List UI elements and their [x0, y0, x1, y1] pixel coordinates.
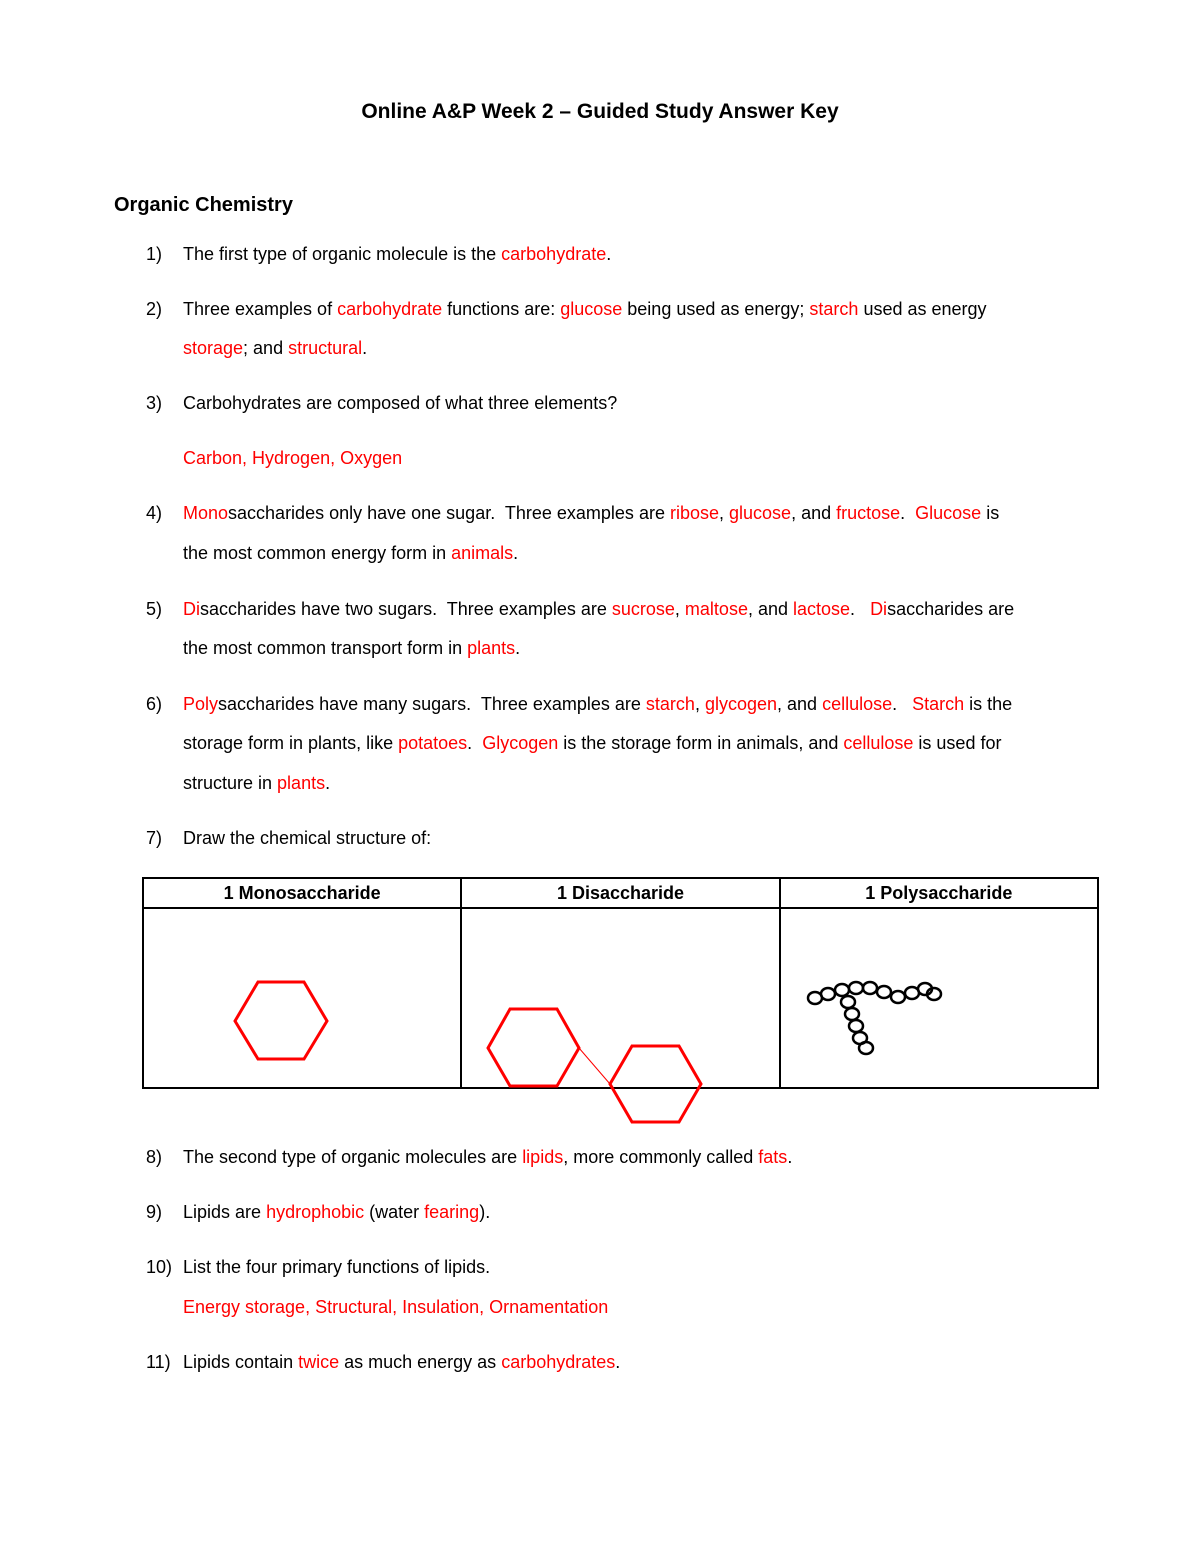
question-text: .: [467, 733, 483, 753]
answer-text: twice: [298, 1352, 340, 1372]
question-line: [183, 1352, 620, 1373]
answer-text: animals: [451, 543, 514, 563]
answer-text: sucrose: [611, 599, 675, 619]
answer-text: glucose: [729, 503, 792, 523]
answer-text: storage: [183, 338, 244, 358]
question-text: ,: [694, 694, 705, 714]
question-text: structure in: [183, 773, 278, 793]
section-heading: Organic Chemistry: [114, 194, 293, 216]
question-number: 9): [146, 1202, 163, 1222]
question-line: [183, 448, 402, 469]
question-text: .: [615, 1352, 621, 1372]
header-disaccharide: 1 Disaccharide: [461, 878, 779, 908]
question-text: Lipids contain: [183, 1352, 299, 1372]
question-text: being used as energy;: [622, 299, 810, 319]
question-text: ,: [674, 599, 685, 619]
question-text: , and: [777, 694, 823, 714]
question-text: .: [362, 338, 368, 358]
question-text: is the storage form in animals, and: [558, 733, 844, 753]
answer-text: plants: [467, 638, 516, 658]
answer-text: cellulose: [822, 694, 893, 714]
question-number: 11): [146, 1352, 171, 1372]
question-text: is used for: [913, 733, 1002, 753]
answer-text: carbohydrate: [337, 299, 443, 319]
cell-monosaccharide-drawing: [143, 908, 461, 1088]
answer-text: Glucose: [915, 503, 982, 523]
question-number: 3): [146, 393, 163, 413]
answer-text: ribose: [669, 503, 719, 523]
answer-text: fats: [758, 1147, 788, 1167]
cell-disaccharide-drawing: [461, 908, 779, 1088]
answer-text: fructose: [836, 503, 901, 523]
question-line: [183, 244, 611, 265]
question-number: 10): [146, 1257, 173, 1277]
question-line: [183, 733, 1001, 754]
answer-text: glycogen: [704, 694, 778, 714]
question-text: List the four primary functions of lipids.: [183, 1257, 491, 1277]
header-monosaccharide: 1 Monosaccharide: [143, 878, 461, 908]
answer-text: Di: [183, 599, 200, 619]
question-text: as much energy as: [339, 1352, 502, 1372]
question-text: , and: [747, 599, 793, 619]
question-text: Draw the chemical structure of:: [183, 828, 432, 848]
page-title: Online A&P Week 2 – Guided Study Answer Key: [361, 100, 839, 123]
question-text: storage form in plants, like: [183, 733, 399, 753]
question-line: [183, 1257, 490, 1278]
question-number: 4): [146, 503, 163, 523]
question-line: [183, 599, 1014, 620]
answer-text: Mono: [183, 503, 229, 523]
question-number: 5): [146, 599, 163, 619]
question-text: saccharides have two sugars. Three examples are: [200, 599, 612, 619]
question-text: Three examples of: [183, 299, 338, 319]
answer-text: Starch: [912, 694, 965, 714]
answer-text: hydrophobic: [266, 1202, 365, 1222]
question-text: saccharides are: [887, 599, 1015, 619]
question-text: is: [981, 503, 1000, 523]
header-polysaccharide: 1 Polysaccharide: [780, 878, 1098, 908]
question-text: the most common transport form in: [183, 638, 468, 658]
answer-text: lipids: [522, 1147, 564, 1167]
question-line: [183, 503, 999, 524]
question-line: [183, 393, 617, 414]
question-text: .: [850, 599, 871, 619]
structure-table: [142, 877, 1099, 1089]
answer-text: Carbon, Hydrogen, Oxygen: [183, 448, 403, 468]
question-line: [183, 543, 518, 564]
question-text: the most common energy form in: [183, 543, 452, 563]
question-text: Lipids are: [183, 1202, 267, 1222]
question-text: The first type of organic molecule is the: [183, 244, 502, 264]
answer-text: starch: [809, 299, 859, 319]
answer-text: lactose: [793, 599, 851, 619]
answer-text: Di: [870, 599, 888, 619]
answer-text: starch: [645, 694, 695, 714]
question-text: Carbohydrates are composed of what three elements?: [183, 393, 618, 413]
answer-text: structural: [288, 338, 363, 358]
question-text: ).: [479, 1202, 491, 1222]
question-number: 1): [146, 244, 163, 264]
question-text: .: [606, 244, 612, 264]
cell-polysaccharide-drawing: [780, 908, 1098, 1088]
question-text: used as energy: [858, 299, 987, 319]
question-text: functions are:: [442, 299, 561, 319]
answer-text: Poly: [183, 694, 219, 714]
question-line: [183, 773, 330, 794]
question-text: .: [325, 773, 331, 793]
question-text: (water: [364, 1202, 425, 1222]
question-text: .: [900, 503, 916, 523]
question-number: 8): [146, 1147, 163, 1167]
question-line: [183, 638, 520, 659]
question-text: .: [515, 638, 521, 658]
question-number: 7): [146, 828, 163, 848]
answer-text: potatoes: [398, 733, 468, 753]
question-text: .: [513, 543, 519, 563]
question-text: saccharides have many sugars. Three examples are: [218, 694, 646, 714]
question-number: 6): [146, 694, 163, 714]
question-text: ,: [719, 503, 730, 523]
answer-text: carbohydrate: [501, 244, 607, 264]
question-line: [183, 299, 987, 320]
answer-text: glucose: [560, 299, 623, 319]
question-text: ; and: [243, 338, 289, 358]
question-text: , and: [791, 503, 837, 523]
answer-text: maltose: [684, 599, 748, 619]
question-text: is the: [964, 694, 1013, 714]
question-text: The second type of organic molecules are: [183, 1147, 523, 1167]
question-line: [183, 1202, 490, 1223]
answer-text: plants: [277, 773, 326, 793]
question-line: [183, 828, 431, 849]
question-text: .: [787, 1147, 793, 1167]
question-line: [183, 338, 367, 359]
question-line: [183, 694, 1012, 715]
question-number: 2): [146, 299, 163, 319]
answer-text: Glycogen: [482, 733, 559, 753]
answer-text: carbohydrates: [501, 1352, 616, 1372]
question-text: , more commonly called: [563, 1147, 759, 1167]
question-text: saccharides only have one sugar. Three examples are: [228, 503, 670, 523]
answer-text: cellulose: [843, 733, 914, 753]
question-line: [183, 1297, 608, 1318]
question-line: [183, 1147, 792, 1168]
answer-text: fearing: [424, 1202, 480, 1222]
answer-text: Energy storage, Structural, Insulation, Ornamentation: [183, 1297, 609, 1317]
question-text: .: [892, 694, 913, 714]
